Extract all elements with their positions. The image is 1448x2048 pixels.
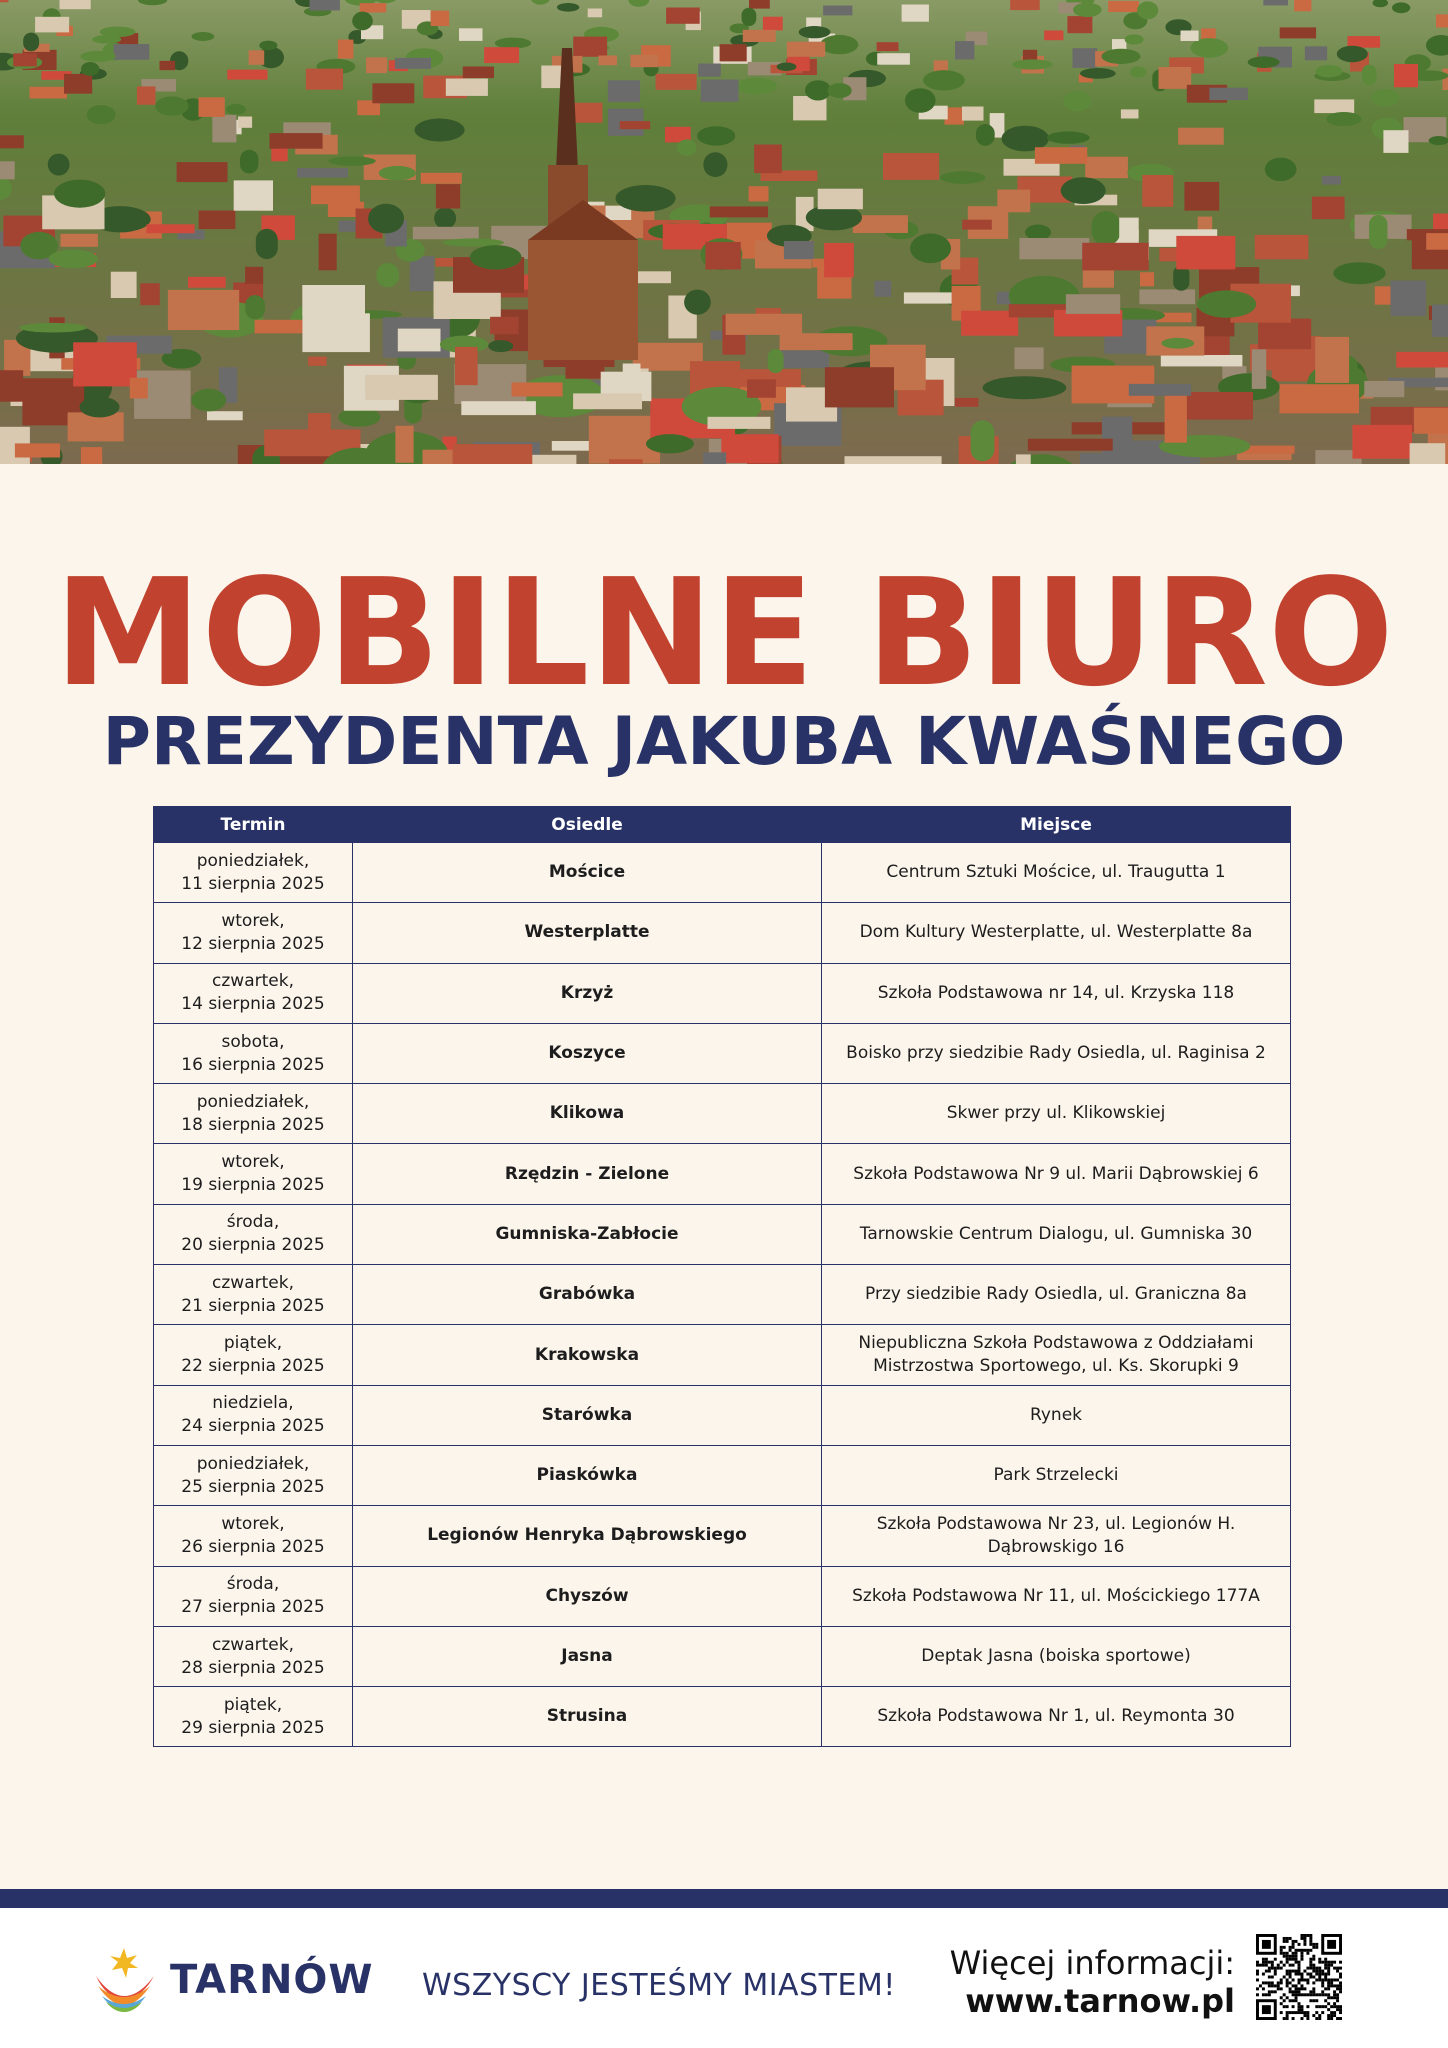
termin-cell [154, 1023, 353, 1083]
osiedle-cell: Klikowa [353, 1084, 822, 1144]
termin-day: wtorek, [221, 1152, 285, 1173]
termin-cell [154, 1687, 353, 1747]
osiedle-cell: Gumniska-Zabłocie [353, 1204, 822, 1264]
termin-cell [154, 1566, 353, 1626]
osiedle-cell: Legionów Henryka Dąbrowskiego [353, 1506, 822, 1566]
tarnow-logo-text: TARNÓW [170, 1957, 374, 2003]
termin-cell [154, 1626, 353, 1686]
termin-date: 28 sierpnia 2025 [181, 1657, 325, 1678]
termin-date: 11 sierpnia 2025 [181, 873, 325, 894]
termin-date: 27 sierpnia 2025 [181, 1597, 325, 1618]
termin-day: piątek, [223, 1333, 283, 1354]
table-row [154, 1144, 1291, 1204]
termin-day: poniedziałek, [196, 1453, 310, 1474]
termin-date: 16 sierpnia 2025 [181, 1054, 325, 1075]
footer [0, 1908, 1448, 2048]
termin-cell [154, 1445, 353, 1505]
table-row [154, 1325, 1291, 1385]
column-header-miejsce: Miejsce [822, 807, 1291, 843]
osiedle-cell: Mościce [353, 843, 822, 903]
termin-day: środa, [226, 1212, 280, 1233]
info-url-link[interactable]: www.tarnow.pl [965, 1982, 1235, 2020]
osiedle-cell: Koszyce [353, 1023, 822, 1083]
miejsce-cell: Szkoła Podstawowa Nr 11, ul. Mościckiego 177A [822, 1566, 1291, 1626]
termin-day: wtorek, [221, 910, 285, 931]
city-aerial-photo [0, 0, 1448, 464]
termin-day: środa, [226, 1574, 280, 1595]
termin-date: 22 sierpnia 2025 [181, 1356, 325, 1377]
miejsce-cell: Niepubliczna Szkoła Podstawowa z Oddziałami Mistrzostwa Sportowego, ul. Ks. Skorupki 9 [822, 1325, 1291, 1385]
termin-day: czwartek, [212, 1272, 294, 1293]
termin-date: 24 sierpnia 2025 [181, 1416, 325, 1437]
table-row [154, 963, 1291, 1023]
termin-date: 20 sierpnia 2025 [181, 1235, 325, 1256]
table-row [154, 1566, 1291, 1626]
termin-day: sobota, [221, 1031, 285, 1052]
table-row [154, 843, 1291, 903]
miejsce-cell: Skwer przy ul. Klikowskiej [822, 1084, 1291, 1144]
miejsce-cell: Rynek [822, 1385, 1291, 1445]
termin-cell [154, 1325, 353, 1385]
tarnow-logo-icon [92, 1946, 156, 2012]
page-title: MOBILNE BIURO [54, 547, 1394, 719]
table-row [154, 903, 1291, 963]
column-header-osiedle: Osiedle [353, 807, 822, 843]
osiedle-cell: Piaskówka [353, 1445, 822, 1505]
osiedle-cell: Westerplatte [353, 903, 822, 963]
table-row [154, 1385, 1291, 1445]
footer-divider [0, 1889, 1448, 1908]
termin-day: poniedziałek, [196, 1091, 310, 1112]
termin-cell [154, 903, 353, 963]
miejsce-cell: Szkoła Podstawowa nr 14, ul. Krzyska 118 [822, 963, 1291, 1023]
miejsce-cell: Centrum Sztuki Mościce, ul. Traugutta 1 [822, 843, 1291, 903]
table-row [154, 1626, 1291, 1686]
miejsce-cell: Deptak Jasna (boiska sportowe) [822, 1626, 1291, 1686]
termin-cell [154, 963, 353, 1023]
osiedle-cell: Jasna [353, 1626, 822, 1686]
termin-date: 29 sierpnia 2025 [181, 1717, 325, 1738]
schedule-table [153, 806, 1291, 1747]
miejsce-cell: Szkoła Podstawowa Nr 23, ul. Legionów H. Dąbrowskigo 16 [822, 1506, 1291, 1566]
termin-cell [154, 1265, 353, 1325]
termin-cell [154, 1144, 353, 1204]
table-row [154, 1265, 1291, 1325]
termin-cell [154, 1084, 353, 1144]
termin-date: 14 sierpnia 2025 [181, 994, 325, 1015]
termin-day: poniedziałek, [196, 850, 310, 871]
termin-day: piątek, [223, 1694, 283, 1715]
column-header-termin: Termin [154, 807, 353, 843]
table-row [154, 1204, 1291, 1264]
termin-cell [154, 843, 353, 903]
termin-cell [154, 1506, 353, 1566]
table-row [154, 1506, 1291, 1566]
termin-date: 18 sierpnia 2025 [181, 1114, 325, 1135]
osiedle-cell: Rzędzin - Zielone [353, 1144, 822, 1204]
info-label: Więcej informacji: [949, 1944, 1235, 1982]
footer-slogan: WSZYSCY JESTEŚMY MIASTEM! [422, 1968, 896, 2003]
miejsce-cell: Szkoła Podstawowa Nr 9 ul. Marii Dąbrowskiej 6 [822, 1144, 1291, 1204]
page-subtitle: PREZYDENTA JAKUBA KWAŚNEGO [102, 703, 1346, 780]
table-row [154, 1023, 1291, 1083]
termin-day: czwartek, [212, 971, 294, 992]
osiedle-cell: Chyszów [353, 1566, 822, 1626]
termin-cell [154, 1204, 353, 1264]
miejsce-cell: Park Strzelecki [822, 1445, 1291, 1505]
osiedle-cell: Krzyż [353, 963, 822, 1023]
table-row [154, 1084, 1291, 1144]
table-header-row [154, 807, 1291, 843]
termin-date: 21 sierpnia 2025 [181, 1295, 325, 1316]
table-row [154, 1445, 1291, 1505]
termin-date: 26 sierpnia 2025 [181, 1536, 325, 1557]
miejsce-cell: Tarnowskie Centrum Dialogu, ul. Gumniska 30 [822, 1204, 1291, 1264]
miejsce-cell: Szkoła Podstawowa Nr 1, ul. Reymonta 30 [822, 1687, 1291, 1747]
termin-day: niedziela, [212, 1393, 294, 1414]
table-row [154, 1687, 1291, 1747]
osiedle-cell: Grabówka [353, 1265, 822, 1325]
miejsce-cell: Dom Kultury Westerplatte, ul. Westerplatte 8a [822, 903, 1291, 963]
miejsce-cell: Przy siedzibie Rady Osiedla, ul. Graniczna 8a [822, 1265, 1291, 1325]
qr-code-icon[interactable] [1256, 1934, 1342, 2020]
osiedle-cell: Strusina [353, 1687, 822, 1747]
termin-day: czwartek, [212, 1634, 294, 1655]
termin-date: 19 sierpnia 2025 [181, 1175, 325, 1196]
termin-cell [154, 1385, 353, 1445]
termin-date: 25 sierpnia 2025 [181, 1476, 325, 1497]
miejsce-cell: Boisko przy siedzibie Rady Osiedla, ul. Raginisa 2 [822, 1023, 1291, 1083]
termin-day: wtorek, [221, 1513, 285, 1534]
termin-date: 12 sierpnia 2025 [181, 933, 325, 954]
osiedle-cell: Starówka [353, 1385, 822, 1445]
osiedle-cell: Krakowska [353, 1325, 822, 1385]
